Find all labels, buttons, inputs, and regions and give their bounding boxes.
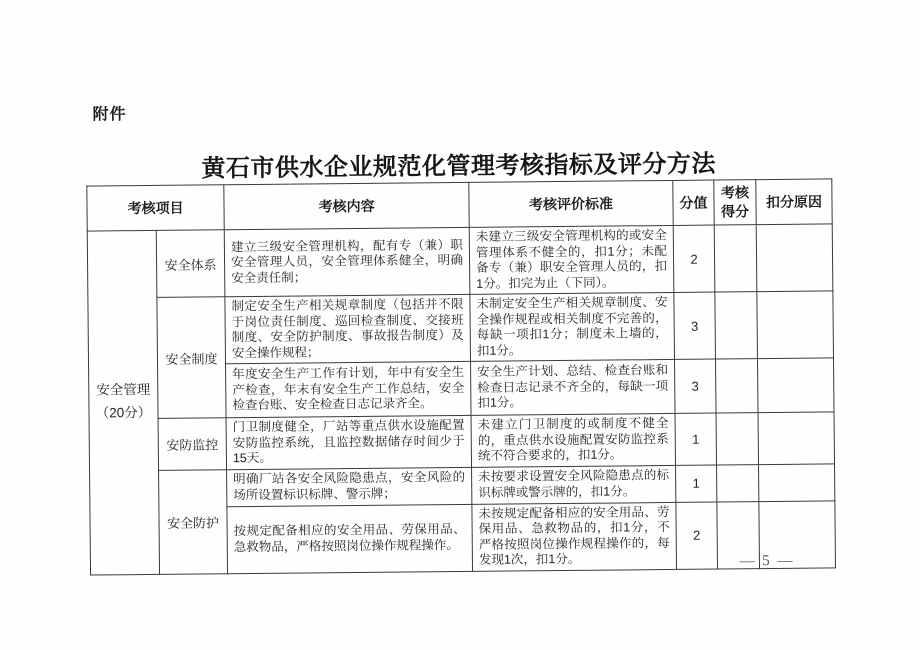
deduction-reason-cell [756, 224, 833, 292]
category-score-note: （20分） [95, 405, 152, 421]
page-title: 黄石市供水企业规范化管理考核指标及评分方法 [201, 150, 717, 183]
category-cell [87, 230, 159, 574]
criteria-cell: 未制定安全生产相关规章制度、安全操作规程或相关制度不完善的，每缺一项扣1分；制度未上墙的，扣1分。 [470, 292, 675, 361]
header-row [87, 179, 832, 231]
assessment-table [86, 178, 836, 575]
table-row [88, 291, 834, 365]
criteria-cell: 安全生产计划、总结、检查台账和检查日志记录不齐全的，每缺一项扣1分。 [471, 359, 676, 415]
item-cell: 安全体系 [156, 230, 225, 298]
criteria-cell: 未按要求设置安全风险隐患点的标识标牌或警示牌的，扣1分。 [472, 465, 676, 504]
criteria-cell: 未建立三级安全管理机构的或安全管理体系不健全的，扣1分；未配备专（兼）职安全管理人员的，扣1分。扣完为止（下同）。 [469, 225, 674, 294]
attachment-label: 附件 [92, 106, 127, 124]
earned-score-cell [715, 292, 758, 359]
deduction-reason-cell [758, 412, 834, 464]
table-row [89, 412, 834, 471]
score-cell: 2 [673, 225, 715, 292]
content-cell: 明确厂站各安全风险隐患点，安全风险的场所设置标识标牌、警示牌； [227, 467, 472, 506]
content-cell: 制定安全生产相关规章制度（包括并不限于岗位责任制度、巡回检查制度、交接班制度、安全防护制度、事故报告制度）及安全操作规程； [225, 294, 471, 363]
table-row [87, 224, 833, 298]
col-header-reason: 扣分原因 [756, 179, 832, 225]
item-cell: 安防监控 [158, 418, 226, 470]
item-cell: 安全防护 [159, 469, 228, 574]
col-header-criteria: 考核评价标准 [469, 180, 673, 227]
score-cell: 1 [675, 413, 716, 465]
content-cell: 按规定配备相应的安全用品、劳保用品、急救物品，严格按照岗位操作规程操作。 [227, 504, 473, 573]
col-header-item: 考核项目 [87, 185, 224, 231]
earned-score-cell [714, 225, 757, 292]
score-cell: 3 [674, 292, 716, 359]
col-header-earned: 考核得分 [714, 180, 756, 225]
earned-score-cell [716, 359, 759, 413]
col-header-content: 考核内容 [224, 182, 469, 229]
earned-score-cell [716, 413, 758, 465]
content-cell: 建立三级安全管理机构，配有专（兼）职安全管理人员，安全管理体系健全，明确安全责任制； [224, 227, 470, 296]
deduction-reason-cell [759, 463, 835, 501]
criteria-cell: 未按规定配备相应的安全用品、劳保用品、急救物品的，扣1分，不严格按照岗位操作规程操作的，每发现1次，扣1分。 [472, 502, 677, 571]
page-number: — 5 — [739, 552, 795, 570]
content-cell: 门卫制度健全，厂站等重点供水设施配置安防监控系统，且监控数据储存时间少于15天。 [226, 415, 471, 469]
col-header-score: 分值 [673, 180, 714, 225]
score-cell: 3 [675, 359, 717, 413]
deduction-reason-cell [758, 358, 835, 413]
item-cell: 安全制度 [157, 297, 226, 419]
deduction-reason-cell [757, 291, 834, 359]
content-cell: 年度安全生产工作有计划，年中有安全生产检查，年末有安全生产工作总结，安全检查台账、安全检查日志记录齐全。 [226, 361, 472, 417]
earned-score-cell [717, 464, 759, 501]
category-name: 安全管理 [96, 382, 151, 398]
criteria-cell: 未建立门卫制度的或制度不健全的，重点供水设施配置安防监控系统不符合要求的，扣1分。 [471, 413, 675, 466]
score-cell: 2 [676, 502, 718, 569]
score-cell: 1 [676, 465, 717, 502]
